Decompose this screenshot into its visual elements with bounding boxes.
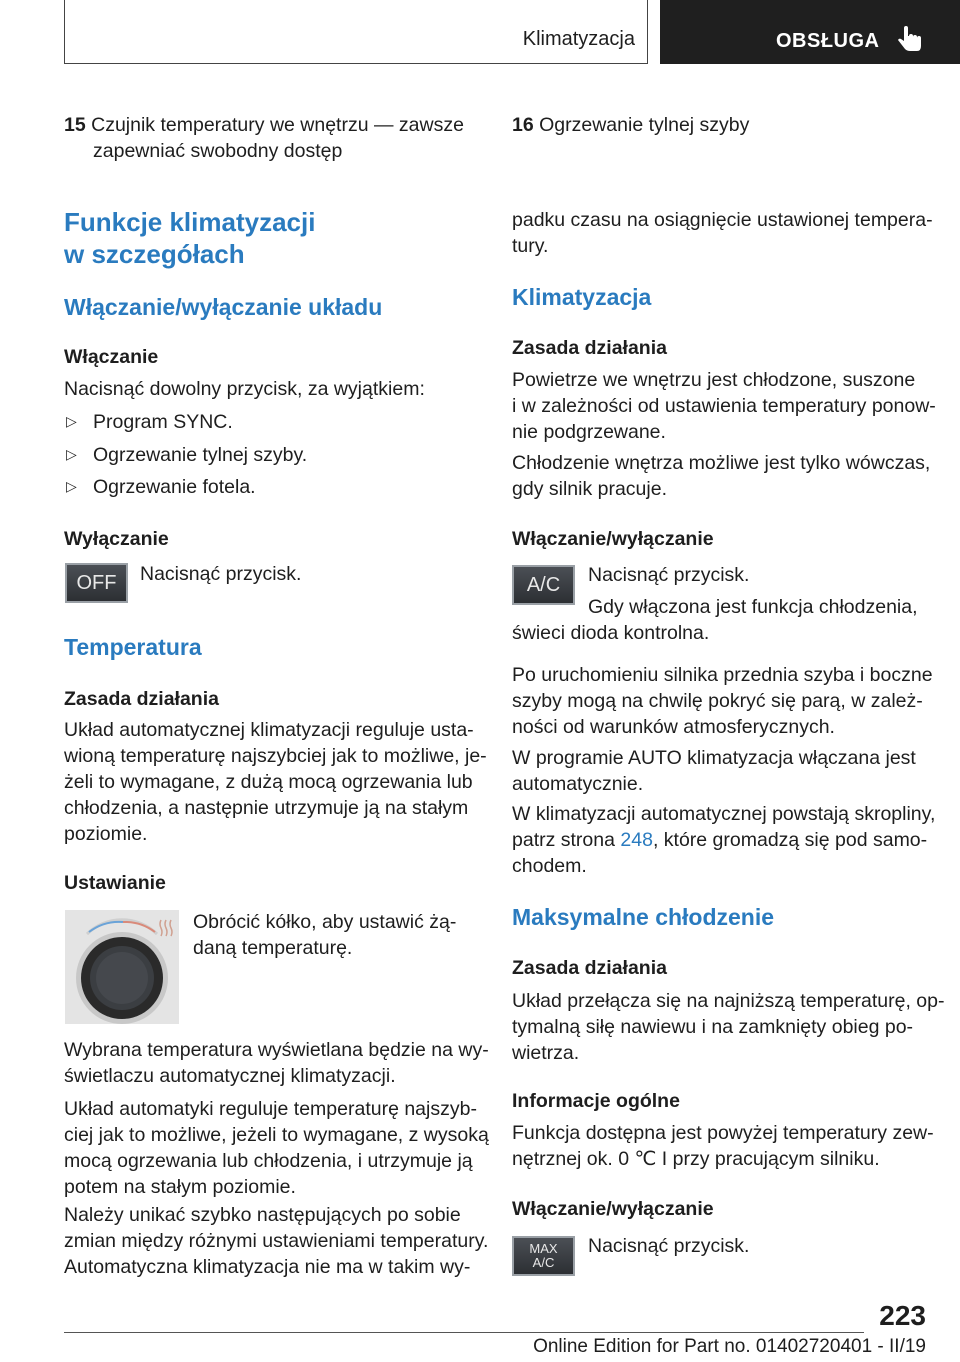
on-text: Nacisnąć dowolny przycisk, za wyjątkiem:	[64, 378, 425, 400]
text-line: gdy silnik pracuje.	[512, 478, 667, 500]
text-line	[512, 827, 935, 853]
ac-button-label: A/C	[526, 573, 561, 596]
text-line: i w zależności od ustawienia temperatury ponow-	[512, 395, 936, 417]
text-line: wioną temperaturę najszybciej jak to możliwe, je-	[64, 745, 487, 767]
text-line: Wybrana temperatura wyświetlana będzie na wy-	[64, 1039, 489, 1061]
max-ac-button-image	[512, 1236, 575, 1276]
bullet-item: Program SYNC.	[93, 411, 233, 433]
ac-led-line2: świeci dioda kontrolna.	[512, 622, 710, 644]
ac-paragraph-2	[512, 450, 930, 502]
footer-divider	[64, 1332, 864, 1333]
temp-paragraph	[64, 717, 487, 847]
general-paragraph	[512, 1120, 934, 1172]
text-line: Należy unikać szybko następujących po sobie	[64, 1204, 461, 1226]
text-line: świetlaczu automatycznej klimatyzacji.	[64, 1065, 396, 1087]
bullet-triangle-icon: ▷	[66, 413, 77, 429]
subheading-max-principle: Zasada działania	[512, 957, 667, 979]
legend-number: 15	[64, 114, 86, 136]
off-button-image	[65, 563, 128, 603]
section-title: Klimatyzacja	[522, 28, 635, 50]
text-fragment: patrz strona	[512, 829, 621, 851]
section-heading-temperature: Temperatura	[64, 634, 202, 660]
text-line: wietrza.	[512, 1042, 580, 1064]
text-line: automatycznie.	[512, 773, 644, 795]
avoid-paragraph	[64, 1202, 488, 1280]
subheading-max-onoff: Włączanie/wyłączanie	[512, 1198, 714, 1220]
text-line: zmian między różnymi ustawieniami temperatury.	[64, 1230, 489, 1252]
main-heading-line2: w szczegółach	[64, 239, 245, 269]
text-line: nie podgrzewane.	[512, 421, 666, 443]
bullet-triangle-icon: ▷	[66, 478, 77, 494]
subheading-off: Wyłączanie	[64, 528, 169, 550]
text-line: Chłodzenie wnętrza możliwe jest tylko wówczas,	[512, 452, 931, 474]
subheading-general-info: Informacje ogólne	[512, 1090, 680, 1112]
legend-item-15	[64, 112, 464, 138]
temperature-knob-icon	[65, 910, 179, 1024]
text-line: szyby mogą na chwilę pokryć się parą, w zależ-	[512, 690, 923, 712]
subheading-setting: Ustawianie	[64, 872, 166, 894]
bullet-triangle-icon: ▷	[66, 446, 77, 462]
text-line: Automatyczna klimatyzacja nie ma w takim wy-	[64, 1256, 471, 1278]
subheading-principle: Zasada działania	[64, 688, 219, 710]
ac-press-text: Nacisnąć przycisk.	[588, 564, 750, 586]
text-line: ciej jak to możliwe, jeżeli to wymagane, z wysoką	[64, 1124, 489, 1146]
text-line: W programie AUTO klimatyzacja włączana jest	[512, 747, 916, 769]
off-text: Nacisnąć przycisk.	[140, 563, 302, 585]
setting-paragraph	[193, 909, 456, 961]
text-line: Obrócić kółko, aby ustawić żą-	[193, 911, 457, 933]
text-line: potem na stałym poziomie.	[64, 1176, 296, 1198]
legend-item-15-cont: zapewniać swobodny dostęp	[93, 140, 343, 162]
auto-paragraph	[64, 1096, 489, 1200]
text-line: daną temperaturę.	[193, 937, 353, 959]
text-line: ności od warunków atmosferycznych.	[512, 716, 835, 738]
ac-led-line1: Gdy włączona jest funkcja chłodzenia,	[588, 596, 918, 618]
header-frame	[64, 0, 648, 64]
off-button-label: OFF	[76, 571, 117, 594]
text-line: W klimatyzacji automatycznej powstają skropliny,	[512, 803, 936, 825]
section-heading-ac: Klimatyzacja	[512, 284, 652, 310]
bullet-item: Ogrzewanie tylnej szyby.	[93, 444, 308, 466]
max-ac-button-label-2: A/C	[532, 1255, 555, 1270]
main-heading-line1: Funkcje klimatyzacji	[64, 207, 316, 237]
ac-button-image	[512, 565, 575, 605]
text-line: nętrznej ok. 0 ℃ I przy pracującym silniku.	[512, 1148, 880, 1170]
text-line: padku czasu na osiągnięcie ustawionej tempera-	[512, 209, 933, 231]
subheading-principle: Zasada działania	[512, 337, 667, 359]
ac-paragraph-4	[512, 745, 916, 797]
text-line: tury.	[512, 235, 549, 257]
text-line: tymalną siłę nawiewu i na zamknięty obieg po-	[512, 1016, 914, 1038]
max-paragraph	[512, 988, 944, 1066]
ac-paragraph-5	[512, 801, 935, 879]
legend-text: Ogrzewanie tylnej szyby	[539, 114, 750, 136]
ac-paragraph-3	[512, 662, 933, 740]
display-paragraph	[64, 1037, 489, 1089]
chapter-tab-label: OBSŁUGA	[776, 30, 880, 52]
chapter-tab	[660, 0, 960, 64]
text-line: poziomie.	[64, 823, 148, 845]
text-line: Układ automatyki reguluje temperaturę najszyb-	[64, 1098, 477, 1120]
hand-pointer-icon	[896, 24, 926, 54]
legend-item-16	[512, 112, 749, 138]
section-heading-onoff: Włączanie/wyłączanie układu	[64, 294, 383, 320]
text-line: Układ automatycznej klimatyzacji reguluje usta-	[64, 719, 474, 741]
text-fragment: , które gromadzą się pod samo-	[652, 829, 928, 851]
legend-text: Czujnik temperatury we wnętrzu — zawsze	[91, 114, 464, 136]
bullet-item: Ogrzewanie fotela.	[93, 476, 256, 498]
max-ac-button-label-1: MAX	[529, 1241, 558, 1256]
text-line: Układ przełącza się na najniższą temperaturę, op-	[512, 990, 945, 1012]
edition-note: Online Edition for Part no. 01402720401 - II/19	[533, 1336, 926, 1357]
page-link[interactable]: 248	[620, 829, 653, 851]
text-line: chłodzenia, a następnie utrzymuje ją na stałym	[64, 797, 469, 819]
subheading-on: Włączanie	[64, 346, 159, 368]
legend-number: 16	[512, 114, 534, 136]
text-line: mocą ogrzewania lub chłodzenia, i utrzymuje ją	[64, 1150, 473, 1172]
subheading-onoff: Włączanie/wyłączanie	[512, 528, 714, 550]
temperature-knob-image	[65, 910, 179, 1024]
continued-paragraph	[512, 207, 933, 259]
max-press-text: Nacisnąć przycisk.	[588, 1235, 750, 1257]
text-line: Funkcja dostępna jest powyżej temperatury zew-	[512, 1122, 934, 1144]
text-line: Po uruchomieniu silnika przednia szyba i boczne	[512, 664, 933, 686]
ac-paragraph-1	[512, 367, 936, 445]
text-line: Powietrze we wnętrzu jest chłodzone, suszone	[512, 369, 916, 391]
text-line: żeli to wymagane, z dużą mocą ogrzewania lub	[64, 771, 473, 793]
page-number: 223	[879, 1300, 926, 1331]
section-heading-max-cooling: Maksymalne chłodzenie	[512, 904, 775, 930]
text-line: chodem.	[512, 855, 587, 877]
